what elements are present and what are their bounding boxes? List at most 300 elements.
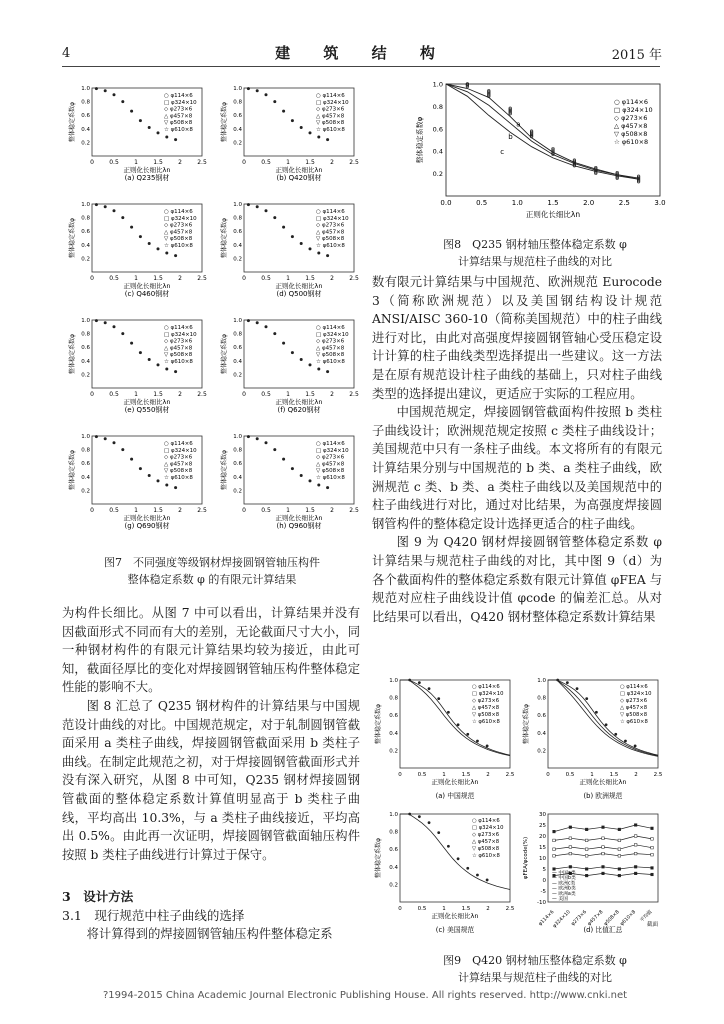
legend-entry: ◇ φ273×6 — [472, 832, 500, 838]
y-tick-label: 0.4 — [233, 358, 242, 365]
x-tick-label: 2 — [178, 391, 182, 398]
y-tick-label: 0.6 — [389, 713, 398, 720]
legend-entry: △ φ457×8 — [614, 122, 648, 130]
x-tick-label: 1.5 — [305, 507, 315, 514]
legend-entry: △ φ457×8 — [164, 113, 193, 120]
x-tick-label: 1.0 — [511, 199, 523, 207]
ratio-point — [618, 828, 621, 831]
y-tick-label: 0.2 — [81, 488, 90, 495]
y-tick-label: 1.0 — [233, 202, 242, 208]
x-tick-label: 0.5 — [565, 772, 575, 778]
fig7-plot — [66, 82, 208, 182]
data-point — [157, 363, 160, 366]
fig8-caption-line1: 图8 Q235 钢材轴压整体稳定系数 φ — [443, 238, 627, 251]
data-point — [95, 319, 98, 322]
legend-entry: ◇ φ273×6 — [164, 454, 193, 461]
x-tick-label: φ610×8 — [619, 909, 638, 928]
x-tick-label: 2.5 — [618, 199, 630, 207]
legend-entry: ☆ φ610×8 — [164, 243, 193, 249]
ratio-point — [651, 853, 654, 856]
data-point — [273, 448, 276, 451]
data-point — [247, 319, 250, 322]
legend-entry: — 欧洲b类 — [552, 886, 576, 892]
data-point — [447, 845, 450, 848]
legend-entry: — 欧洲c类 — [552, 881, 576, 887]
panel-label: (a) Q235钢材 — [124, 174, 170, 182]
data-point — [157, 131, 160, 134]
ratio-point — [634, 844, 637, 847]
legend-entry: — 欧洲a类 — [552, 891, 576, 897]
fig7-plot — [218, 198, 360, 298]
x-axis-label: 正则化长细比λn — [431, 778, 479, 786]
series-line-a — [446, 84, 639, 178]
legend-entry: ◇ φ273×6 — [316, 106, 345, 113]
y-tick-label: 0.6 — [432, 125, 443, 134]
y-tick-label: 1.0 — [81, 318, 90, 324]
x-tick-label: φ324×10 — [552, 909, 572, 930]
data-point — [291, 235, 294, 238]
data-point — [95, 203, 98, 206]
data-point — [566, 681, 569, 684]
legend-entry: ☆ φ610×8 — [316, 359, 345, 365]
y-tick-label: 15 — [539, 845, 546, 851]
legend-entry: △ φ457×8 — [164, 229, 193, 236]
fig8-plot — [412, 78, 668, 230]
data-point — [265, 441, 268, 444]
x-tick-label: 2.5 — [349, 391, 359, 398]
y-tick-label: 1.0 — [233, 318, 242, 324]
y-tick-label: 1.0 — [81, 86, 90, 92]
data-point — [317, 367, 320, 370]
legend-entry: ▽ φ508×8 — [472, 712, 500, 718]
y-axis-label: 整体稳定系数φ — [69, 218, 76, 258]
y-tick-label: 0.4 — [81, 242, 90, 249]
data-point — [148, 126, 151, 129]
legend-entry: ☆ φ610×8 — [316, 475, 345, 481]
data-point — [408, 679, 411, 682]
y-tick-label: 0.8 — [81, 331, 90, 338]
ratio-point — [602, 872, 605, 875]
legend-entry: ☆ φ610×8 — [164, 475, 193, 481]
data-point — [309, 131, 312, 134]
legend-entry: ◇ φ273×6 — [164, 106, 193, 113]
legend-entry: ▽ φ508×8 — [164, 352, 193, 359]
legend-entry: △ φ457×8 — [316, 229, 345, 236]
x-tick-label: 2.5 — [505, 906, 515, 912]
fig7-panel — [66, 430, 208, 530]
fig9-plot — [520, 810, 664, 936]
fig7-plot — [218, 314, 360, 414]
y-tick-label: 0.8 — [233, 99, 242, 106]
x-axis-label: 正则化长细比λn — [275, 398, 323, 406]
data-point — [265, 325, 268, 328]
data-point — [148, 474, 151, 477]
y-tick-label: 0.4 — [432, 147, 443, 156]
data-point — [148, 358, 151, 361]
y-tick-label: 0.2 — [81, 140, 90, 147]
y-axis-label: 整体稳定系数φ — [69, 334, 76, 374]
x-tick-label: φ114×6 — [538, 909, 556, 928]
paragraph: 图 8 汇总了 Q235 钢材构件的计算结果与中国规范设计曲线的对比。中国规范规定，对于轧制圆钢管截面采用 a 类柱子曲线，焊接圆钢管截面采用 b 类柱子曲线。在制定此规范之初，对于焊接圆钢管截面形式并没有深入研究，从图 8 中可知，Q235 钢材焊接圆钢管截面的整体稳定系数计算值明显高于 b 类柱子曲线，平均高出 10.3%，与 a 类柱子曲线接近，平均高出 0.5%。由此再一次证明，焊接圆钢管截面轴压构件按照 b 类柱子曲线进行计算过于保守。 — [62, 698, 360, 862]
panel-label: (c) 美国规范 — [435, 926, 475, 934]
data-point — [247, 87, 250, 90]
y-tick-label: 0.2 — [233, 140, 242, 147]
data-point — [282, 342, 285, 345]
x-tick-label: 0.5 — [261, 507, 271, 514]
data-point — [165, 483, 168, 486]
paragraph: 为构件长细比。从图 7 中可以看出，计算结果并没有因截面形式不同而有大的差别，无论截面尺寸大小，同一种钢材构件的有限元计算结果均较为接近，由此可知，截面径厚比的变化对焊接圆钢管轴压构件整体稳定性能的影响不大。 — [62, 606, 360, 695]
ratio-point — [569, 866, 572, 869]
ratio-point — [651, 846, 654, 849]
legend-entry: □ φ324×10 — [164, 331, 197, 338]
data-point — [113, 325, 116, 328]
y-tick-label: 0.6 — [233, 113, 242, 120]
ratio-point — [569, 826, 572, 829]
data-point — [113, 93, 116, 96]
journal-title: 建 筑 结 构 — [275, 44, 449, 62]
legend-entry: ◇ φ273×6 — [614, 114, 648, 122]
y-tick-label: 0.8 — [81, 99, 90, 106]
page-number: 4 — [62, 46, 71, 61]
y-tick-label: 0.8 — [389, 829, 398, 836]
data-point — [148, 242, 151, 245]
ratio-point — [602, 866, 605, 869]
x-tick-label: 0 — [90, 507, 94, 514]
y-tick-label: 0.4 — [233, 474, 242, 481]
x-tick-label: φ457×8 — [587, 909, 605, 928]
x-tick-label: 2 — [486, 772, 490, 778]
legend-entry: ○ φ114×6 — [472, 818, 500, 824]
data-point — [291, 351, 294, 354]
series-line-c — [446, 84, 639, 179]
x-tick-label: 1 — [442, 772, 446, 778]
data-point — [121, 332, 124, 335]
paragraph: 数有限元计算结果与中国规范、欧洲规范 Eurocode 3（简称欧洲规范）以及美国钢结构设计规范 ANSI/AISC 360-10（简称美国规范）中的柱子曲线进行对比，由此对高强度焊接圆钢管轴心受压稳定设计计算的柱子曲线类型选择提出一些建议。这一方法是在原有规范设计柱子曲线的基础上，只对柱子曲线类型的选择提出建议，更适应于实际的工程应用。 — [372, 275, 662, 401]
legend-entry: △ φ457×8 — [316, 113, 345, 120]
ratio-point — [602, 852, 605, 855]
x-tick-label: 0.0 — [440, 199, 452, 207]
legend-entry: ◇ φ273×6 — [316, 454, 345, 461]
paragraph: 图 9 为 Q420 钢材焊接圆钢管整体稳定系数 φ 计算结果与规范柱子曲线的对比，其中图 9（d）为各个截面构件的整体稳定系数有限元计算值 φFEA 与规范对应柱子曲线设计值 φcode 的偏差汇总。从对比结果可以看出，Q420 钢材整体稳定系数计算结果 — [372, 535, 662, 624]
x-tick-label: 2 — [330, 391, 334, 398]
fig9-plot — [372, 810, 516, 936]
x-tick-label: 0 — [546, 772, 550, 778]
data-point — [291, 467, 294, 470]
x-axis-label: 正则化长细比λn — [275, 514, 323, 522]
panel-label: (d) Q500钢材 — [276, 290, 322, 298]
x-tick-label: 0 — [398, 772, 402, 778]
data-point — [121, 448, 124, 451]
fig7-plot — [218, 82, 360, 182]
data-point — [104, 89, 107, 92]
ratio-point — [618, 855, 621, 858]
x-tick-label: 0.5 — [109, 275, 119, 282]
fig9-caption-line2: 计算结果与规范柱子曲线的对比 — [458, 971, 612, 984]
legend-entry: ☆ φ610×8 — [164, 359, 193, 365]
legend-entry: △ φ457×8 — [472, 839, 500, 845]
series-label: c — [500, 148, 505, 157]
right-body — [372, 273, 662, 626]
fig9-plot — [372, 676, 516, 802]
y-tick-label: 1.0 — [81, 434, 90, 440]
y-tick-label: 0.2 — [233, 372, 242, 379]
data-point — [174, 370, 177, 373]
data-point — [326, 138, 329, 141]
y-tick-label: 25 — [539, 823, 546, 829]
data-point — [256, 205, 259, 208]
legend-entry: ▽ φ508×8 — [316, 352, 345, 359]
legend-entry: □ φ324×10 — [472, 825, 504, 831]
legend-entry: △ φ457×8 — [472, 705, 500, 711]
panel-label: (b) Q420钢材 — [276, 174, 322, 182]
y-tick-label: 30 — [539, 812, 546, 818]
y-axis-label: 整体稳定系数φ — [221, 334, 228, 374]
x-tick-label: φ273×6 — [570, 909, 589, 928]
data-point — [165, 135, 168, 138]
x-tick-label: 1 — [286, 391, 290, 398]
data-point — [139, 351, 142, 354]
x-tick-label: 2 — [330, 275, 334, 282]
ratio-point — [634, 824, 637, 827]
data-point — [165, 251, 168, 254]
fig7-caption — [62, 554, 362, 588]
y-tick-label: -5 — [540, 889, 546, 895]
legend-entry: ○ φ114×6 — [316, 209, 345, 215]
y-tick-label: 1.0 — [432, 80, 443, 89]
x-axis-label: 正则化长细比λn — [123, 282, 171, 290]
y-tick-label: 0.6 — [81, 229, 90, 236]
data-point — [247, 203, 250, 206]
y-tick-label: 0.8 — [432, 102, 443, 111]
ratio-point — [553, 868, 556, 871]
legend-entry: ☆ φ610×8 — [472, 853, 500, 859]
fig7-panel — [66, 82, 208, 182]
x-tick-label: 0 — [90, 159, 94, 166]
y-axis-label: 整体稳定系数φ — [69, 450, 76, 490]
y-tick-label: 0.8 — [81, 447, 90, 454]
panel-label: (f) Q620钢材 — [277, 406, 321, 414]
x-tick-label: 1.5 — [305, 391, 315, 398]
x-tick-label: 1 — [286, 275, 290, 282]
legend-entry: ▽ φ508×8 — [164, 236, 193, 243]
fig7-plot — [66, 430, 208, 530]
data-point — [326, 254, 329, 257]
ratio-point — [585, 828, 588, 831]
y-tick-label: 0.8 — [81, 215, 90, 222]
data-point — [418, 681, 421, 684]
x-tick-label: 0.5 — [476, 199, 488, 207]
data-point — [476, 874, 479, 877]
ratio-point — [634, 872, 637, 875]
x-tick-label: 1 — [442, 906, 446, 912]
y-tick-label: 1.0 — [233, 434, 242, 440]
data-point — [121, 100, 124, 103]
x-tick-label: 1.5 — [153, 507, 163, 514]
data-point — [300, 358, 303, 361]
x-tick-label: 0.5 — [417, 906, 427, 912]
data-point — [418, 815, 421, 818]
page-header — [62, 42, 662, 64]
y-tick-label: 0.4 — [389, 730, 398, 737]
data-point — [265, 209, 268, 212]
data-point — [585, 697, 588, 700]
x-tick-label: 0 — [398, 906, 402, 912]
legend-entry: — 美国 — [552, 897, 568, 902]
y-axis-label: 整体稳定系数φ — [523, 704, 530, 744]
ratio-point — [553, 830, 556, 833]
y-tick-label: 0.2 — [233, 256, 242, 263]
panel-label: (g) Q690钢材 — [124, 522, 170, 530]
data-point — [165, 367, 168, 370]
data-point — [437, 697, 440, 700]
x-axis-label: 正则化长细比λn — [123, 398, 171, 406]
data-point — [273, 332, 276, 335]
y-tick-label: 0.8 — [537, 695, 546, 702]
legend-entry: ◇ φ273×6 — [620, 698, 648, 704]
y-tick-label: 0.2 — [389, 882, 398, 889]
y-tick-label: 0.4 — [537, 730, 546, 737]
legend-entry: ☆ φ610×8 — [316, 127, 345, 133]
data-point — [428, 687, 431, 690]
fig7-panel — [218, 430, 360, 530]
x-tick-label: 0.5 — [417, 772, 427, 778]
panel-label: (h) Q960钢材 — [276, 522, 322, 530]
x-tick-label: 1.5 — [461, 906, 471, 912]
y-axis-label: 整体稳定系数φ — [69, 102, 76, 142]
legend-entry: △ φ457×8 — [316, 345, 345, 352]
data-point — [486, 745, 489, 748]
y-tick-label: 20 — [539, 834, 546, 840]
ratio-point — [553, 839, 556, 842]
left-body — [62, 604, 360, 864]
y-tick-label: 0.4 — [233, 126, 242, 133]
x-tick-label: 0.5 — [261, 275, 271, 282]
data-point — [317, 483, 320, 486]
y-tick-label: 0.6 — [233, 461, 242, 468]
legend-entry: — 中国b类 — [552, 876, 576, 882]
data-point — [157, 479, 160, 482]
y-tick-label: 10 — [539, 856, 546, 862]
fig7-panel — [66, 198, 208, 298]
data-point — [309, 247, 312, 250]
data-point — [273, 100, 276, 103]
data-point — [273, 216, 276, 219]
ratio-point — [585, 874, 588, 877]
legend-entry: ◇ φ273×6 — [316, 338, 345, 345]
ratio-point — [585, 868, 588, 871]
x-tick-label: 2.5 — [349, 275, 359, 282]
fig8-caption-line2: 计算结果与规范柱子曲线的对比 — [458, 255, 612, 268]
ratio-point — [618, 874, 621, 877]
data-point — [113, 441, 116, 444]
y-tick-label: 0 — [542, 878, 546, 884]
data-point — [104, 321, 107, 324]
legend-entry: ◇ φ273×6 — [316, 222, 345, 229]
x-tick-label: 1 — [134, 159, 138, 166]
x-tick-label: 1.5 — [153, 275, 163, 282]
y-tick-label: 0.2 — [81, 372, 90, 379]
data-point — [447, 711, 450, 714]
ratio-point — [651, 838, 654, 841]
x-tick-label: 2.5 — [197, 275, 207, 282]
y-tick-label: 1.0 — [389, 812, 398, 818]
y-tick-label: 0.4 — [233, 242, 242, 249]
x-tick-label: 2 — [634, 772, 638, 778]
legend-entry: ☆ φ610×8 — [614, 138, 649, 146]
x-tick-label: 2.5 — [349, 507, 359, 514]
data-point — [576, 687, 579, 690]
fig7-plot — [66, 314, 208, 414]
x-tick-label: 1.5 — [305, 275, 315, 282]
data-point — [113, 209, 116, 212]
panel-label: (b) 欧洲规范 — [583, 792, 623, 800]
legend-entry: □ φ324×10 — [164, 99, 197, 106]
data-point — [130, 110, 133, 113]
y-tick-label: 0.6 — [233, 345, 242, 352]
x-tick-label: 0.5 — [261, 159, 271, 166]
x-tick-label: 0 — [242, 275, 246, 282]
x-tick-label: 1 — [590, 772, 594, 778]
data-point — [300, 474, 303, 477]
panel-label: (a) 中国规范 — [435, 792, 475, 800]
data-point — [428, 821, 431, 824]
data-point — [121, 216, 124, 219]
y-tick-label: 0.2 — [432, 170, 443, 179]
y-tick-label: 0.6 — [537, 713, 546, 720]
y-axis-label: 整体稳定系数φ — [221, 218, 228, 258]
legend-entry: ◇ φ273×6 — [164, 338, 193, 345]
x-tick-label: 2 — [178, 159, 182, 166]
data-point — [486, 879, 489, 882]
y-tick-label: 1.0 — [389, 678, 398, 684]
y-axis-label: 整体稳定系数φ — [375, 838, 382, 878]
y-tick-label: 0.8 — [389, 695, 398, 702]
fig7-panel — [218, 82, 360, 182]
y-tick-label: 0.2 — [389, 748, 398, 755]
data-point — [174, 486, 177, 489]
x-tick-label: 平均值 — [639, 909, 654, 924]
y-tick-label: 0.2 — [537, 748, 546, 755]
legend-entry: □ φ324×10 — [316, 99, 349, 106]
ratio-point — [569, 846, 572, 849]
legend-entry: ○ φ114×6 — [472, 684, 500, 690]
data-point — [457, 857, 460, 860]
ratio-point — [569, 837, 572, 840]
x-tick-label: 0.5 — [109, 159, 119, 166]
data-point — [595, 711, 598, 714]
legend-entry: ▽ φ508×8 — [472, 846, 500, 852]
y-tick-label: 0.6 — [81, 461, 90, 468]
x-axis-label: 正则化长细比λn — [275, 282, 323, 290]
legend-entry: ○ φ114×6 — [164, 325, 193, 331]
fig9-panel — [520, 810, 664, 936]
x-tick-label: 3.0 — [654, 199, 666, 207]
legend-entry: ▽ φ508×8 — [164, 120, 193, 127]
x-tick-label: φ508×8 — [603, 909, 621, 928]
data-point — [174, 138, 177, 141]
legend-entry: — 中国a类 — [552, 871, 576, 876]
x-tick-label: 1.5 — [461, 772, 471, 778]
fig7-plot — [218, 430, 360, 530]
fig9-caption-line1: 图9 Q420 钢材轴压整体稳定系数 φ — [443, 954, 627, 967]
x-tick-label: 2.5 — [349, 159, 359, 166]
y-tick-label: 0.8 — [233, 331, 242, 338]
x-axis-label: 正则化长细比λn — [579, 778, 627, 786]
ratio-point — [553, 848, 556, 851]
x-tick-label: 2 — [486, 906, 490, 912]
x-tick-label: 1.5 — [609, 772, 619, 778]
x-tick-label: 0 — [242, 159, 246, 166]
